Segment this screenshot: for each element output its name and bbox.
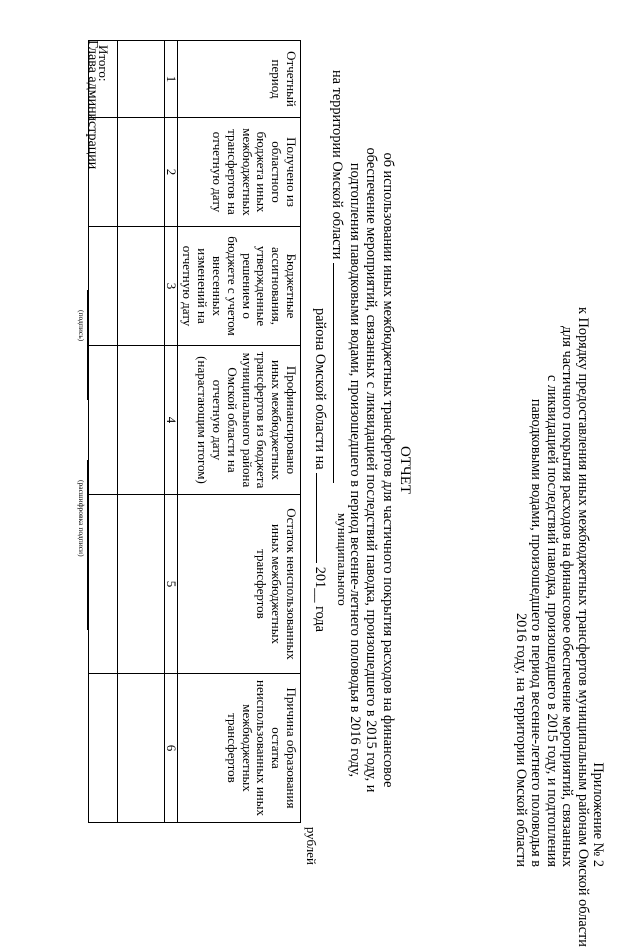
signature-line[interactable] (87, 290, 88, 400)
municipality-name-blank[interactable] (334, 263, 347, 483)
column-number-row (164, 41, 177, 823)
column-number: 2 (164, 118, 177, 227)
report-description (312, 40, 397, 900)
table-cell[interactable] (88, 346, 117, 495)
table-cell[interactable] (88, 495, 117, 674)
appendix-title: Приложение № 2 (590, 762, 606, 867)
table-cell[interactable] (88, 227, 117, 346)
table-row (117, 41, 164, 823)
table-cell[interactable] (117, 41, 164, 118)
table-cell[interactable] (88, 674, 117, 823)
head-administration-label: Глава администрации (85, 40, 100, 170)
report-table (88, 40, 301, 823)
appendix-line: 2016 году, на территории Омской области (512, 613, 529, 867)
district-date-label: района Омской области на (312, 308, 328, 470)
transcript-caption: (расшифровка подписи) (77, 480, 86, 557)
appendix-line: паводковыми водами, произошедшего в период весенне-летнего половодья в (528, 398, 545, 867)
appendix-block (512, 307, 606, 947)
header-row (177, 41, 300, 823)
column-number: 1 (164, 41, 177, 118)
territory-label: на территории Омской области (329, 70, 346, 260)
report-line-date (312, 40, 330, 900)
report-title: ОТЧЕТ (397, 445, 413, 495)
table-cell[interactable] (117, 674, 164, 823)
header-cell-allocations: Бюджетные ассигнования, утвержденные решением о бюджете с учетом внесенных изменений на отчетную дату (177, 227, 300, 346)
header-cell-financed: Профинансировано иных межбюджетных трансфертов из бюджета муниципального района Омской области на отчетную дату (нарастающим итогом) (177, 346, 300, 495)
appendix-line: с ликвидацией последствий паводка, произошедшего в 2015 году, и подтопления (543, 374, 560, 867)
signature-caption: (подпись) (77, 310, 86, 342)
year-label: 201__ года (312, 566, 328, 632)
currency-label: рублей (304, 826, 319, 865)
header-cell-reason: Причина образования остатка неиспользованных иных межбюджетных трансфертов (177, 674, 300, 823)
report-line: обеспечение мероприятий, связанных с ликвидацией последствий паводка, произошедшего в 2015 году, и (363, 147, 380, 793)
header-cell-balance: Остаток неиспользованных иных межбюджетных трансфертов (177, 495, 300, 674)
report-date-blank[interactable] (316, 473, 329, 563)
report-line-territory (329, 40, 351, 900)
report-line: подтопления паводковыми водами, произошедшего в период весенне-летнего половодья в 2016 году, (347, 162, 363, 778)
column-number: 5 (164, 495, 177, 674)
column-number: 3 (164, 227, 177, 346)
column-number: 4 (164, 346, 177, 495)
table-cell[interactable] (117, 495, 164, 674)
appendix-line: для частичного покрытия расходов на финансовое обеспечение мероприятий, связанных (559, 326, 576, 867)
header-cell-received: Получено из областного бюджета иных межбюджетных трансфертов на отчетную дату (177, 118, 300, 227)
header-cell-period: Отчетный период (177, 41, 300, 118)
transcript-line[interactable] (87, 460, 88, 630)
total-label: Итого: (88, 41, 117, 118)
table-cell[interactable] (117, 118, 164, 227)
report-line: об использовании иных межбюджетных трансфертов для частичного покрытия расходов на финансовое (380, 152, 396, 788)
appendix-line: к Порядку предоставления иных межбюджетных трансфертов муниципальным районам Омской области (574, 307, 591, 947)
municipal-caption: муниципального (335, 513, 351, 606)
column-number: 6 (164, 674, 177, 823)
table-cell[interactable] (117, 227, 164, 346)
table-cell[interactable] (117, 346, 164, 495)
